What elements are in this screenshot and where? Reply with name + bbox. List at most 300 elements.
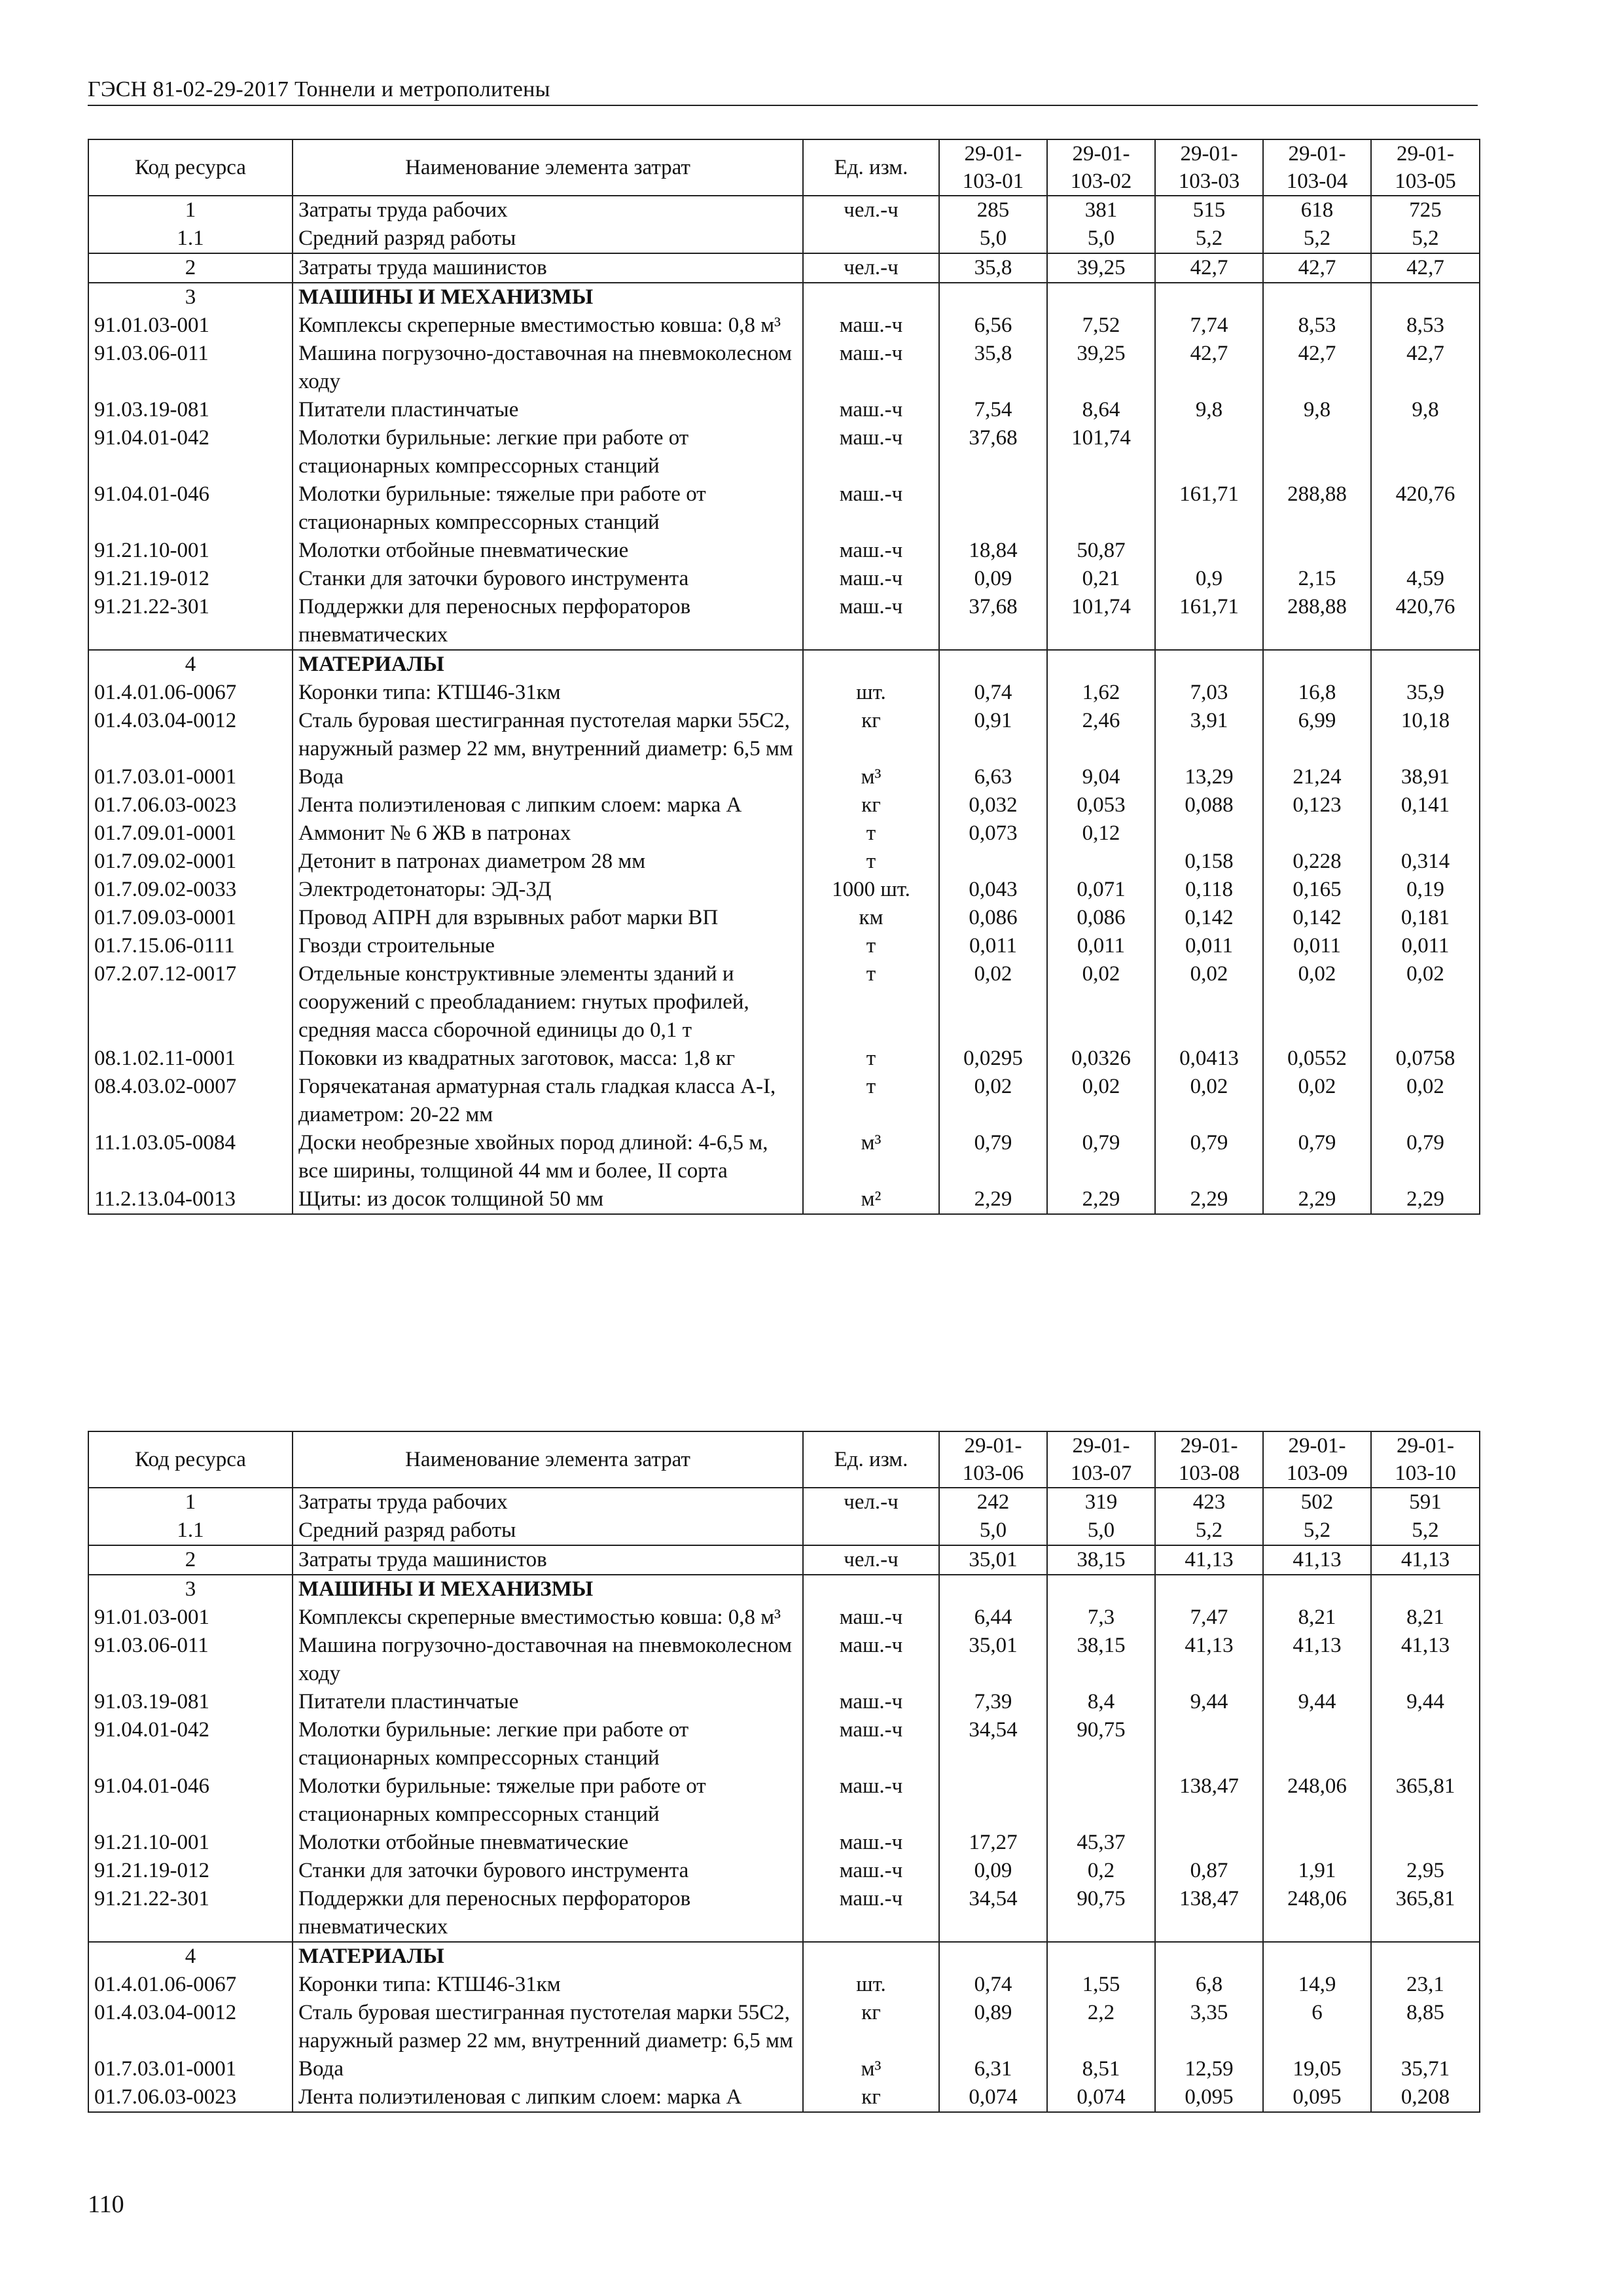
resource-unit: кг (803, 2083, 939, 2112)
resource-value: 0,87 (1155, 1857, 1263, 1885)
resource-value: 38,15 (1047, 1545, 1155, 1575)
header-norm-code: 29-01- 103-05 (1371, 139, 1480, 196)
resource-value: 0,02 (939, 960, 1047, 1045)
resource-code: 91.21.10-001 (88, 537, 293, 565)
resource-value: 0,158 (1155, 848, 1263, 876)
resource-value: 0,0295 (939, 1045, 1047, 1073)
resource-value (1263, 537, 1371, 565)
resource-code: 91.21.22-301 (88, 1885, 293, 1942)
resource-name: Затраты труда рабочих (293, 196, 803, 224)
resource-value (1371, 819, 1480, 848)
resource-value: 13,29 (1155, 763, 1263, 791)
resource-value: 0,071 (1047, 876, 1155, 904)
resource-value: 6,8 (1155, 1971, 1263, 1999)
resource-value (939, 650, 1047, 679)
resource-value (1263, 650, 1371, 679)
header-norm-code: 29-01- 103-09 (1263, 1431, 1371, 1488)
resource-value (939, 1942, 1047, 1971)
resource-value: 0,142 (1155, 904, 1263, 932)
resource-value: 7,3 (1047, 1604, 1155, 1632)
resource-value: 0,011 (1047, 932, 1155, 960)
resource-name: Лента полиэтиленовая с липким слоем: марка А (293, 791, 803, 819)
resource-value: 42,7 (1155, 340, 1263, 396)
resource-value: 248,06 (1263, 1772, 1371, 1829)
resource-value (1371, 537, 1480, 565)
resource-value: 14,9 (1263, 1971, 1371, 1999)
resource-value: 0,02 (1047, 1073, 1155, 1129)
table-row (88, 932, 1480, 960)
resource-value (1047, 1772, 1155, 1829)
header-row (88, 139, 1480, 196)
resource-value: 0,011 (939, 932, 1047, 960)
resource-value: 5,0 (939, 224, 1047, 253)
resource-value: 101,74 (1047, 424, 1155, 480)
resource-code: 91.03.19-081 (88, 1688, 293, 1716)
header-name: Наименование элемента затрат (293, 1431, 803, 1488)
resource-value: 0,89 (939, 1999, 1047, 2055)
table-row (88, 904, 1480, 932)
resource-value: 5,0 (1047, 224, 1155, 253)
resource-value (1155, 1575, 1263, 1604)
resource-value (1263, 1829, 1371, 1857)
table-row (88, 819, 1480, 848)
resource-unit (803, 1516, 939, 1545)
resource-value: 725 (1371, 196, 1480, 224)
resource-code: 1.1 (88, 1516, 293, 1545)
resource-code: 91.21.19-012 (88, 1857, 293, 1885)
resource-unit: шт. (803, 1971, 939, 1999)
resource-value: 420,76 (1371, 480, 1480, 537)
resource-value: 138,47 (1155, 1772, 1263, 1829)
resource-name: Затраты труда машинистов (293, 253, 803, 283)
resource-value: 7,39 (939, 1688, 1047, 1716)
resource-name: Молотки отбойные пневматические (293, 1829, 803, 1857)
resource-value (1263, 1942, 1371, 1971)
resource-value: 39,25 (1047, 340, 1155, 396)
resource-value: 35,71 (1371, 2055, 1480, 2083)
resource-unit (803, 650, 939, 679)
table-row (88, 283, 1480, 312)
resource-code: 01.4.01.06-0067 (88, 1971, 293, 1999)
resource-value: 0,073 (939, 819, 1047, 848)
resource-value: 0,0413 (1155, 1045, 1263, 1073)
resource-code: 91.21.22-301 (88, 593, 293, 650)
resource-value: 9,8 (1371, 396, 1480, 424)
table-row (88, 1942, 1480, 1971)
resource-value: 0,12 (1047, 819, 1155, 848)
resource-value: 618 (1263, 196, 1371, 224)
resource-value: 420,76 (1371, 593, 1480, 650)
resource-value: 248,06 (1263, 1885, 1371, 1942)
resource-value: 0,79 (1155, 1129, 1263, 1185)
resource-unit: кг (803, 707, 939, 763)
resource-value: 0,2 (1047, 1857, 1155, 1885)
table-row (88, 253, 1480, 283)
table-row (88, 1971, 1480, 1999)
resource-value: 35,8 (939, 253, 1047, 283)
resource-value: 591 (1371, 1488, 1480, 1516)
resource-value: 0,79 (1371, 1129, 1480, 1185)
resource-unit: маш.-ч (803, 396, 939, 424)
resource-value: 41,13 (1371, 1632, 1480, 1688)
resource-code: 11.1.03.05-0084 (88, 1129, 293, 1185)
resource-code: 91.21.19-012 (88, 565, 293, 593)
resource-name: Станки для заточки бурового инструмента (293, 565, 803, 593)
resource-name: Доски необрезные хвойных пород длиной: 4-6,5 м, все ширины, толщиной 44 мм и более, II сорта (293, 1129, 803, 1185)
resource-value: 9,44 (1371, 1688, 1480, 1716)
table-row (88, 1885, 1480, 1942)
resource-value: 0,181 (1371, 904, 1480, 932)
resource-value: 42,7 (1263, 253, 1371, 283)
resource-value: 23,1 (1371, 1971, 1480, 1999)
resource-value: 0,9 (1155, 565, 1263, 593)
resource-code: 08.4.03.02-0007 (88, 1073, 293, 1129)
resource-name: Средний разряд работы (293, 224, 803, 253)
resource-value: 9,44 (1263, 1688, 1371, 1716)
resource-value: 0,011 (1155, 932, 1263, 960)
resource-value: 6 (1263, 1999, 1371, 2055)
resource-value: 0,02 (1155, 1073, 1263, 1129)
resource-value (1371, 650, 1480, 679)
table-row (88, 1604, 1480, 1632)
resource-code: 01.7.03.01-0001 (88, 763, 293, 791)
resource-value: 0,02 (1371, 1073, 1480, 1129)
resource-value (1047, 283, 1155, 312)
resource-code: 91.04.01-042 (88, 1716, 293, 1772)
page-header: ГЭСН 81-02-29-2017 Тоннели и метрополитены (88, 77, 1478, 106)
resource-value: 1,62 (1047, 679, 1155, 707)
resource-unit: маш.-ч (803, 1772, 939, 1829)
resource-value (1371, 283, 1480, 312)
resource-value (1263, 819, 1371, 848)
resource-value: 3,91 (1155, 707, 1263, 763)
resource-value: 6,31 (939, 2055, 1047, 2083)
resource-value: 5,2 (1371, 1516, 1480, 1545)
resource-value: 0,074 (1047, 2083, 1155, 2112)
resource-unit: т (803, 848, 939, 876)
resource-value: 0,086 (939, 904, 1047, 932)
resource-name: Аммонит № 6 ЖВ в патронах (293, 819, 803, 848)
resource-value: 0,91 (939, 707, 1047, 763)
resource-value: 12,59 (1155, 2055, 1263, 2083)
resource-unit: маш.-ч (803, 1857, 939, 1885)
table-row (88, 312, 1480, 340)
resource-value: 1,91 (1263, 1857, 1371, 1885)
table-row (88, 848, 1480, 876)
resource-unit: кг (803, 791, 939, 819)
header-norm-code: 29-01- 103-07 (1047, 1431, 1155, 1488)
resource-value: 6,56 (939, 312, 1047, 340)
resource-value: 34,54 (939, 1716, 1047, 1772)
resource-value: 0,19 (1371, 876, 1480, 904)
resource-value: 0,09 (939, 1857, 1047, 1885)
resource-value (1263, 1716, 1371, 1772)
table-row (88, 1045, 1480, 1073)
table-row (88, 224, 1480, 253)
resource-unit: маш.-ч (803, 312, 939, 340)
resource-code: 01.4.01.06-0067 (88, 679, 293, 707)
resource-name: Электродетонаторы: ЭД-3Д (293, 876, 803, 904)
resource-value: 8,21 (1371, 1604, 1480, 1632)
resource-code: 01.7.09.02-0033 (88, 876, 293, 904)
resource-name: Коронки типа: КТШ46-31км (293, 679, 803, 707)
table-row (88, 1129, 1480, 1185)
resource-value: 8,53 (1371, 312, 1480, 340)
table-row (88, 707, 1480, 763)
resource-value: 8,21 (1263, 1604, 1371, 1632)
resource-value: 9,44 (1155, 1688, 1263, 1716)
resource-value: 41,13 (1371, 1545, 1480, 1575)
resource-code: 01.7.09.03-0001 (88, 904, 293, 932)
resource-name: Лента полиэтиленовая с липким слоем: марка А (293, 2083, 803, 2112)
resource-code: 01.7.03.01-0001 (88, 2055, 293, 2083)
resource-code: 2 (88, 1545, 293, 1575)
resource-value (1155, 283, 1263, 312)
resource-code: 01.7.06.03-0023 (88, 791, 293, 819)
table-row (88, 480, 1480, 537)
resource-value: 5,2 (1155, 224, 1263, 253)
resource-code: 91.04.01-042 (88, 424, 293, 480)
resource-code: 91.03.19-081 (88, 396, 293, 424)
resource-unit: т (803, 960, 939, 1045)
resource-name: МАШИНЫ И МЕХАНИЗМЫ (293, 1575, 803, 1604)
resource-name: Затраты труда рабочих (293, 1488, 803, 1516)
resource-code: 01.4.03.04-0012 (88, 1999, 293, 2055)
resource-code: 91.03.06-011 (88, 340, 293, 396)
resource-code: 1.1 (88, 224, 293, 253)
header-norm-code: 29-01- 103-10 (1371, 1431, 1480, 1488)
resource-unit (803, 1575, 939, 1604)
resource-value: 0,02 (1371, 960, 1480, 1045)
resource-value: 0,165 (1263, 876, 1371, 904)
resource-unit: чел.-ч (803, 253, 939, 283)
resource-value: 0,208 (1371, 2083, 1480, 2112)
table-row (88, 593, 1480, 650)
resource-value: 5,2 (1263, 1516, 1371, 1545)
resource-value: 0,79 (1263, 1129, 1371, 1185)
resource-code: 91.01.03-001 (88, 1604, 293, 1632)
resource-value: 41,13 (1263, 1545, 1371, 1575)
table-row (88, 1999, 1480, 2055)
resource-value: 0,0552 (1263, 1045, 1371, 1073)
table-row (88, 1829, 1480, 1857)
page-number: 110 (88, 2191, 124, 2218)
resource-value: 39,25 (1047, 253, 1155, 283)
table-row (88, 876, 1480, 904)
resource-value: 0,095 (1263, 2083, 1371, 2112)
resource-value: 3,35 (1155, 1999, 1263, 2055)
resource-value: 18,84 (939, 537, 1047, 565)
resource-value: 0,053 (1047, 791, 1155, 819)
resource-value (1371, 1829, 1480, 1857)
resource-value: 5,0 (939, 1516, 1047, 1545)
resource-value: 0,011 (1371, 932, 1480, 960)
resource-name: Затраты труда машинистов (293, 1545, 803, 1575)
resource-name: Молотки отбойные пневматические (293, 537, 803, 565)
table-row (88, 1545, 1480, 1575)
resource-unit: маш.-ч (803, 1604, 939, 1632)
header-norm-code: 29-01- 103-02 (1047, 139, 1155, 196)
resource-code: 01.7.06.03-0023 (88, 2083, 293, 2112)
resource-value: 2,2 (1047, 1999, 1155, 2055)
table-row (88, 1185, 1480, 1214)
table-row (88, 763, 1480, 791)
resource-value: 35,8 (939, 340, 1047, 396)
resource-value: 0,02 (1263, 960, 1371, 1045)
resource-value: 242 (939, 1488, 1047, 1516)
resource-name: Питатели пластинчатые (293, 396, 803, 424)
resource-name: МАТЕРИАЛЫ (293, 1942, 803, 1971)
resource-value: 0,09 (939, 565, 1047, 593)
resource-value (939, 1772, 1047, 1829)
resource-unit: т (803, 1045, 939, 1073)
resource-value: 6,44 (939, 1604, 1047, 1632)
resource-value: 1,55 (1047, 1971, 1155, 1999)
resource-value (1155, 537, 1263, 565)
resource-value (1047, 1942, 1155, 1971)
resource-value: 2,29 (1155, 1185, 1263, 1214)
resource-name: МАШИНЫ И МЕХАНИЗМЫ (293, 283, 803, 312)
table-row (88, 1857, 1480, 1885)
header-norm-code: 29-01- 103-03 (1155, 139, 1263, 196)
resource-value: 8,64 (1047, 396, 1155, 424)
resource-value: 41,13 (1263, 1632, 1371, 1688)
resource-name: Поковки из квадратных заготовок, масса: 1,8 кг (293, 1045, 803, 1073)
resource-value (939, 1575, 1047, 1604)
resource-unit (803, 1942, 939, 1971)
resource-value (1047, 480, 1155, 537)
resource-code: 4 (88, 650, 293, 679)
table-row (88, 196, 1480, 224)
resource-value: 2,15 (1263, 565, 1371, 593)
resource-value (1155, 650, 1263, 679)
resource-value: 35,9 (1371, 679, 1480, 707)
header-unit: Ед. изм. (803, 1431, 939, 1488)
resource-value: 0,142 (1263, 904, 1371, 932)
resource-name: Горячекатаная арматурная сталь гладкая класса А-I, диаметром: 20-22 мм (293, 1073, 803, 1129)
resource-unit: м³ (803, 763, 939, 791)
table-row (88, 340, 1480, 396)
table-row (88, 1575, 1480, 1604)
resource-name: Комплексы скреперные вместимостью ковша: 0,8 м³ (293, 312, 803, 340)
resource-name: Машина погрузочно-доставочная на пневмоколесном ходу (293, 1632, 803, 1688)
resource-value: 17,27 (939, 1829, 1047, 1857)
resource-value: 16,8 (1263, 679, 1371, 707)
resource-value: 319 (1047, 1488, 1155, 1516)
resource-unit: чел.-ч (803, 196, 939, 224)
resource-value: 42,7 (1371, 340, 1480, 396)
resource-name: Молотки бурильные: легкие при работе от стационарных компрессорных станций (293, 424, 803, 480)
resource-value: 7,47 (1155, 1604, 1263, 1632)
resource-code: 01.7.09.01-0001 (88, 819, 293, 848)
resource-unit: маш.-ч (803, 424, 939, 480)
resource-value: 0,02 (1155, 960, 1263, 1045)
resource-value (939, 480, 1047, 537)
resource-value: 101,74 (1047, 593, 1155, 650)
resource-name: Гвозди строительные (293, 932, 803, 960)
resource-name: Провод АПРН для взрывных работ марки ВП (293, 904, 803, 932)
resource-name: Средний разряд работы (293, 1516, 803, 1545)
resource-value: 42,7 (1155, 253, 1263, 283)
resource-value: 288,88 (1263, 593, 1371, 650)
resource-value: 5,2 (1263, 224, 1371, 253)
resource-code: 91.04.01-046 (88, 1772, 293, 1829)
resource-name: Сталь буровая шестигранная пустотелая марки 55С2, наружный размер 22 мм, внутренний диаметр: 6,5 мм (293, 1999, 803, 2055)
resource-value: 9,8 (1263, 396, 1371, 424)
resource-code: 1 (88, 196, 293, 224)
resource-value: 35,01 (939, 1545, 1047, 1575)
resource-value: 0,79 (939, 1129, 1047, 1185)
resource-unit (803, 283, 939, 312)
resource-value: 41,13 (1155, 1545, 1263, 1575)
resource-value: 0,043 (939, 876, 1047, 904)
resource-value (1047, 650, 1155, 679)
header-name: Наименование элемента затрат (293, 139, 803, 196)
resource-value: 2,29 (1263, 1185, 1371, 1214)
table-row (88, 565, 1480, 593)
resource-value: 42,7 (1263, 340, 1371, 396)
resource-name: Детонит в патронах диаметром 28 мм (293, 848, 803, 876)
resource-value (1047, 1575, 1155, 1604)
table-row (88, 791, 1480, 819)
table-row (88, 1632, 1480, 1688)
resource-value: 37,68 (939, 593, 1047, 650)
resource-value: 0,74 (939, 1971, 1047, 1999)
resource-value: 515 (1155, 196, 1263, 224)
resource-value: 0,79 (1047, 1129, 1155, 1185)
table-row (88, 1516, 1480, 1545)
resource-unit (803, 224, 939, 253)
resource-name: Молотки бурильные: тяжелые при работе от стационарных компрессорных станций (293, 480, 803, 537)
header-code: Код ресурса (88, 139, 293, 196)
resource-unit: чел.-ч (803, 1488, 939, 1516)
resource-code: 2 (88, 253, 293, 283)
table-row (88, 424, 1480, 480)
resource-value: 42,7 (1371, 253, 1480, 283)
resource-value (1155, 819, 1263, 848)
resource-unit: маш.-ч (803, 1688, 939, 1716)
resource-name: Вода (293, 763, 803, 791)
table-row (88, 2083, 1480, 2112)
resource-value: 19,05 (1263, 2055, 1371, 2083)
header-unit: Ед. изм. (803, 139, 939, 196)
resource-value (939, 283, 1047, 312)
resource-value (1371, 1942, 1480, 1971)
resource-name: Вода (293, 2055, 803, 2083)
resource-value: 285 (939, 196, 1047, 224)
resource-value: 9,8 (1155, 396, 1263, 424)
resource-value: 10,18 (1371, 707, 1480, 763)
resource-code: 4 (88, 1942, 293, 1971)
resource-value (1155, 1716, 1263, 1772)
resource-value (1263, 283, 1371, 312)
resource-value: 4,59 (1371, 565, 1480, 593)
resource-value: 2,46 (1047, 707, 1155, 763)
resource-value: 6,63 (939, 763, 1047, 791)
resource-name: МАТЕРИАЛЫ (293, 650, 803, 679)
resource-unit: маш.-ч (803, 537, 939, 565)
resource-value (1155, 1942, 1263, 1971)
resource-unit: маш.-ч (803, 1632, 939, 1688)
resource-value (1371, 1716, 1480, 1772)
resource-value (1263, 424, 1371, 480)
table-row (88, 679, 1480, 707)
resource-value (939, 848, 1047, 876)
resource-code: 07.2.07.12-0017 (88, 960, 293, 1045)
resource-unit: шт. (803, 679, 939, 707)
resource-unit: маш.-ч (803, 340, 939, 396)
resource-name: Коронки типа: КТШ46-31км (293, 1971, 803, 1999)
